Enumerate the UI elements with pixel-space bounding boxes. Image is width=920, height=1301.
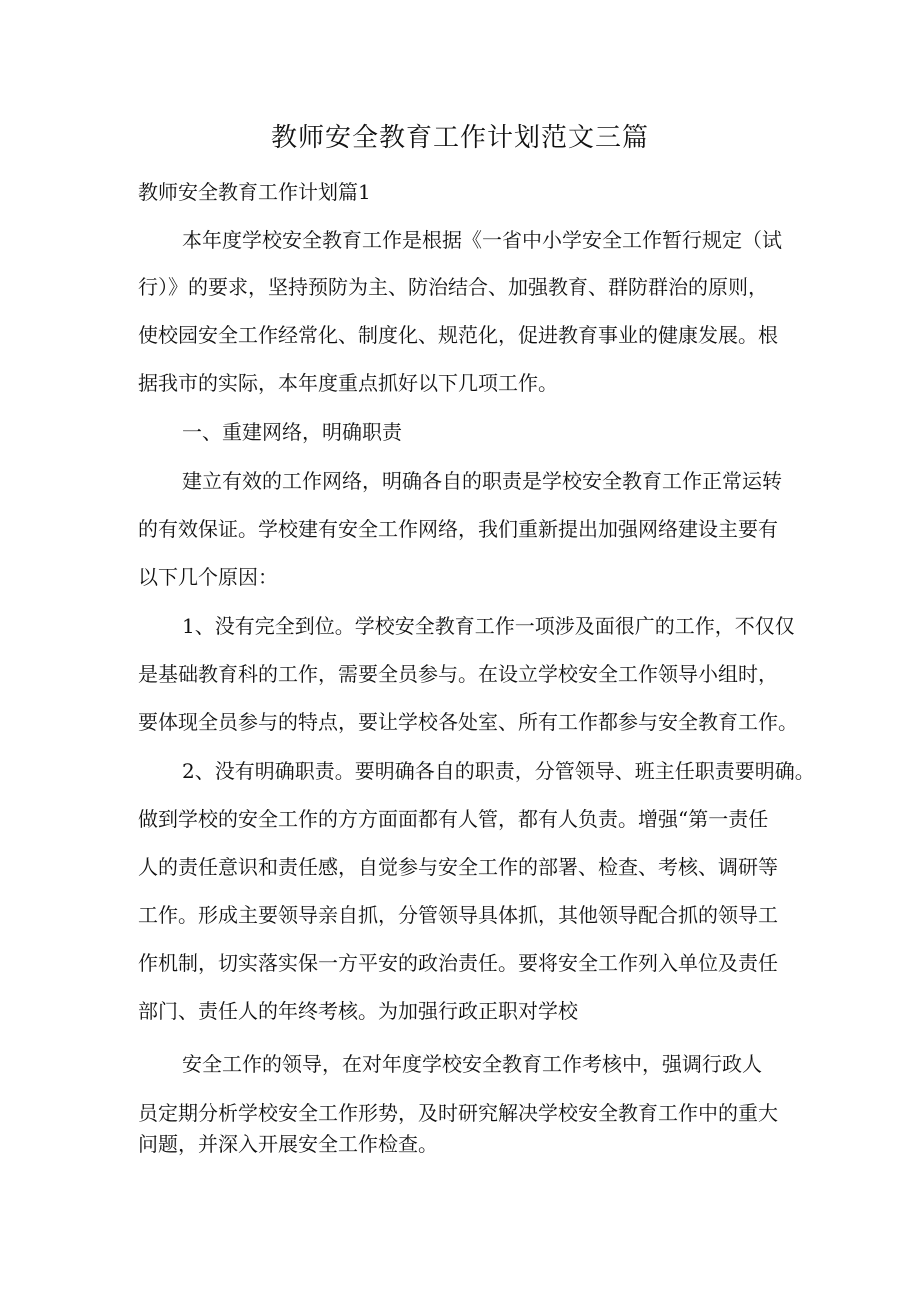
network-line-1: 建立有效的工作网络，明确各自的职责是学校安全教育工作正常运转 <box>182 469 782 493</box>
reason1-line-3: 要体现全员参与的特点，要让学校各处室、所有工作都参与安全教育工作。 <box>138 710 798 734</box>
network-line-2: 的有效保证。学校建有安全工作网络，我们重新提出加强网络建设主要有 <box>138 517 778 541</box>
heading-network: 一、重建网络，明确职责 <box>182 420 402 444</box>
network-line-3: 以下几个原因： <box>138 565 278 589</box>
leadership-line-1: 安全工作的领导，在对年度学校安全教育工作考核中，强调行政人 <box>182 1052 762 1076</box>
reason2-line-6: 部门、责任人的年终考核。为加强行政正职对学校 <box>138 999 578 1023</box>
reason2-line-1: 2、没有明确职责。要明确各自的职责，分管领导、班主任职责要明确。 <box>182 759 815 783</box>
intro-line-1: 本年度学校安全教育工作是根据《一省中小学安全工作暂行规定（试 <box>182 228 782 252</box>
section-heading: 教师安全教育工作计划篇1 <box>138 180 371 204</box>
reason2-line-5: 作机制，切实落实保一方平安的政治责任。要将安全工作列入单位及责任 <box>138 951 778 975</box>
leadership-line-2: 员定期分析学校安全工作形势，及时研究解决学校安全教育工作中的重大 <box>138 1101 778 1125</box>
reason2-line-3: 人的责任意识和责任感，自觉参与安全工作的部署、检查、考核、调研等 <box>138 855 778 879</box>
reason2-line-4: 工作。形成主要领导亲自抓，分管领导具体抓，其他领导配合抓的领导工 <box>138 903 778 927</box>
intro-line-3: 使校园安全工作经常化、制度化、规范化，促进教育事业的健康发展。根 <box>138 323 778 347</box>
intro-line-2: 行）》的要求，坚持预防为主、防治结合、加强教育、群防群治的原则， <box>138 275 768 299</box>
leadership-line-3: 问题，并深入开展安全工作检查。 <box>138 1132 438 1156</box>
document-title: 教师安全教育工作计划范文三篇 <box>270 123 649 153</box>
reason1-line-2: 是基础教育科的工作，需要全员参与。在设立学校安全工作领导小组时， <box>138 662 778 686</box>
intro-line-4: 据我市的实际，本年度重点抓好以下几项工作。 <box>138 371 558 395</box>
reason2-line-2: 做到学校的安全工作的方方面面都有人管，都有人负责。增强“第一责任 <box>138 807 769 831</box>
reason1-line-1: 1、没有完全到位。学校安全教育工作一项涉及面很广的工作，不仅仅 <box>182 614 795 638</box>
